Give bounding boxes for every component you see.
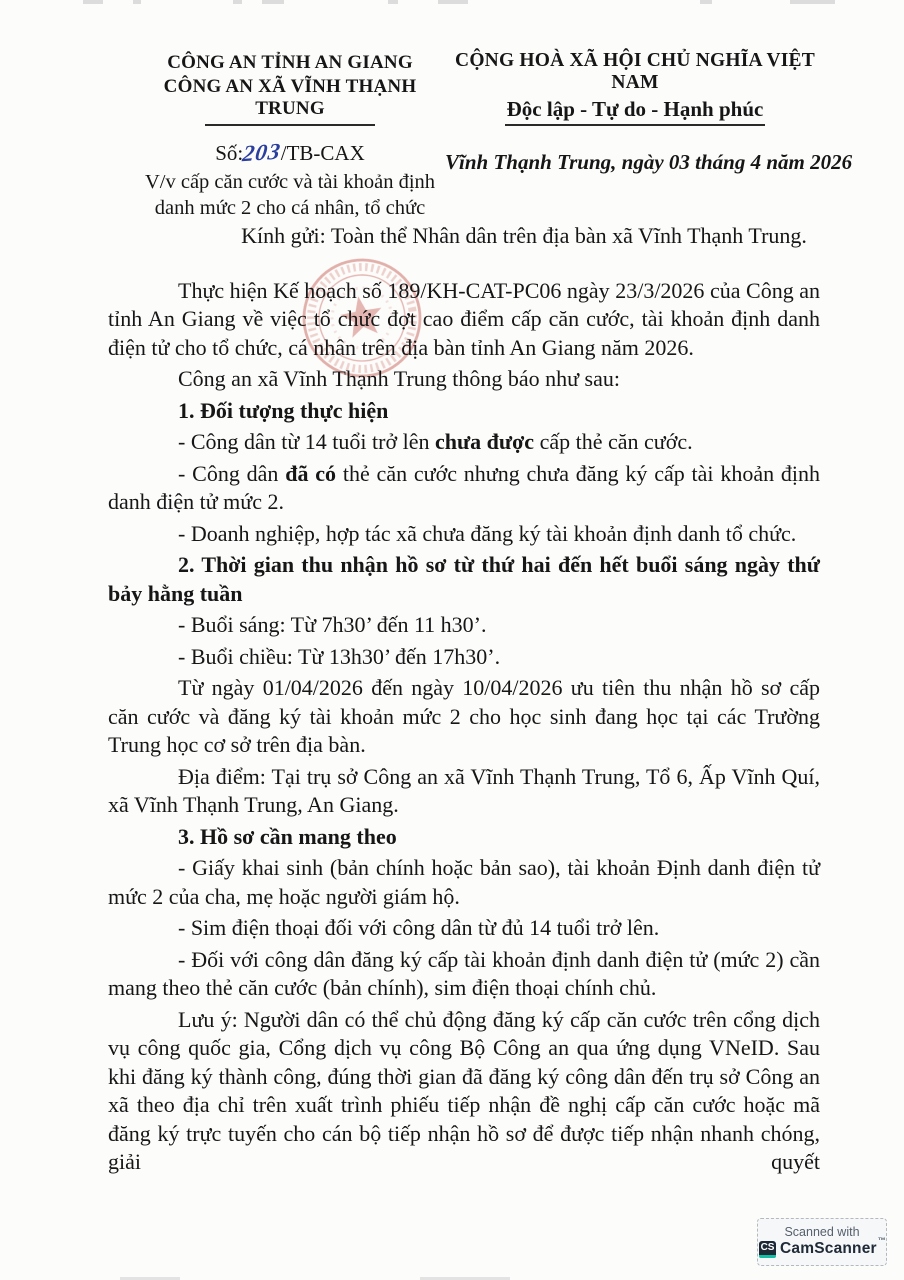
section2-priority-period: Từ ngày 01/04/2026 đến ngày 10/04/2026 ưu tiên thu nhận hồ sơ cấp căn cước và đăng ký tài khoản mức 2 cho học sinh đang học tại các Trường Trung học cơ sở trên địa bàn. <box>108 675 820 757</box>
section2-morning-hours: - Buổi sáng: Từ 7h30’ đến 11 h30’. <box>178 612 487 637</box>
national-motto: Độc lập - Tự do - Hạnh phúc <box>505 97 766 126</box>
issuing-org-name: CÔNG AN XÃ VĨNH THẠNH TRUNG <box>163 76 417 119</box>
doc-number-suffix: /TB-CAX <box>280 141 365 165</box>
scan-artifact <box>83 0 103 4</box>
parent-org-name: CÔNG AN TỈNH AN GIANG <box>167 52 413 73</box>
header-national-block <box>445 50 853 175</box>
section1-item1-bold: chưa được <box>434 429 535 454</box>
section1-item2 <box>108 460 820 517</box>
scan-artifact <box>262 0 284 4</box>
section1-item2-pre: - Công dân <box>178 460 286 486</box>
section2-afternoon-hours: - Buổi chiều: Từ 13h30’ đến 17h30’. <box>178 643 501 669</box>
camscanner-watermark <box>757 1218 887 1266</box>
doc-number-prefix: Số: <box>215 141 244 165</box>
org-underline-rule <box>205 124 375 126</box>
section3-item1: - Giấy khai sinh (bản chính hoặc bản sao), tài khoản Định danh điện tử mức 2 của cha, mẹ hoặc người giám hộ. <box>108 855 820 909</box>
camscanner-brand-text: CamScanner <box>780 1240 877 1257</box>
section1-item2-post: thẻ căn cước nhưng chưa đăng ký cấp tài khoản định danh điện tử mức 2. <box>108 460 821 514</box>
scan-artifact <box>388 0 398 4</box>
paragraph-announce: Công an xã Vĩnh Thạnh Trung thông báo như sau: <box>178 366 620 391</box>
camscanner-brand-name <box>780 1236 886 1258</box>
doc-number-handwritten: 203 <box>241 138 283 167</box>
scan-artifact <box>133 0 141 4</box>
section1-heading: 1. Đối tượng thực hiện <box>178 397 389 423</box>
document-number <box>135 140 445 166</box>
scanned-with-label: Scanned with <box>784 1225 860 1239</box>
section1-item3: - Doanh nghiệp, hợp tác xã chưa đăng ký tài khoản định danh tổ chức. <box>178 520 797 546</box>
section1-item1 <box>108 428 820 457</box>
section2-heading: 2. Thời gian thu nhận hồ sơ từ thứ hai đến hết buổi sáng ngày thứ bảy hằng tuần <box>108 552 820 606</box>
section3-heading: 3. Hồ sơ cần mang theo <box>178 823 397 849</box>
paragraph-intro: Thực hiện Kế hoạch số 189/KH-CAT-PC06 ngày 23/3/2026 của Công an tỉnh An Giang về việc tổ chức đợt cao điểm cấp căn cước, tài khoản định danh điện tử cho tổ chức, cá nhân trên địa bàn tỉnh An Giang năm 2026. <box>108 277 820 360</box>
section1-item1-pre: - Công dân từ 14 tuổi trở lên <box>178 429 435 454</box>
document-subject: V/v cấp căn cước và tài khoản định danh mức 2 cho cá nhân, tổ chức <box>144 171 436 219</box>
document-body <box>108 222 820 1180</box>
salutation-line: Kính gửi: Toàn thể Nhân dân trên địa bàn xã Vĩnh Thạnh Trung. <box>241 223 807 248</box>
scan-artifact <box>438 0 468 4</box>
section3-item2: - Sim điện thoại đối với công dân từ đủ 14 tuổi trở lên. <box>178 915 660 940</box>
scan-artifact <box>233 0 242 4</box>
section1-item1-post: cấp thẻ căn cước. <box>534 429 693 454</box>
scan-artifact <box>790 0 835 4</box>
place-dateline: Vĩnh Thạnh Trung, ngày 03 tháng 4 năm 2026 <box>445 150 853 174</box>
scan-artifact <box>700 0 712 4</box>
trademark-symbol: ™ <box>877 1236 886 1245</box>
section3-item3: - Đối với công dân đăng ký cấp tài khoản định danh điện tử (mức 2) cần mang theo thẻ căn cước (bản chính), sim điện thoại chính chủ. <box>108 946 820 1000</box>
camscanner-cs-icon: CS <box>759 1241 776 1258</box>
national-title: CỘNG HOÀ XÃ HỘI CHỦ NGHĨA VIỆT NAM <box>455 50 815 93</box>
section2-location: Địa điểm: Tại trụ sở Công an xã Vĩnh Thạnh Trung, Tổ 6, Ấp Vĩnh Quí, xã Vĩnh Thạnh Trung, An Giang. <box>108 763 820 817</box>
paragraph-note: Lưu ý: Người dân có thể chủ động đăng ký cấp căn cước trên cổng dịch vụ công quốc gia, Cổng dịch vụ công Bộ Công an qua ứng dụng VNeID. Sau khi đăng ký thành công, đúng thời gian đã đăng ký công dân đến trụ sở Công an xã theo địa chỉ trên xuất trình phiếu tiếp nhận đề nghị cấp căn cước hoặc mã đăng ký trực tuyến cho cán bộ tiếp nhận hồ sơ để được tiếp nhận nhanh chóng, giải quyết <box>108 1006 820 1174</box>
header-issuing-authority <box>135 52 445 221</box>
section1-item2-bold: đã có <box>285 460 337 486</box>
